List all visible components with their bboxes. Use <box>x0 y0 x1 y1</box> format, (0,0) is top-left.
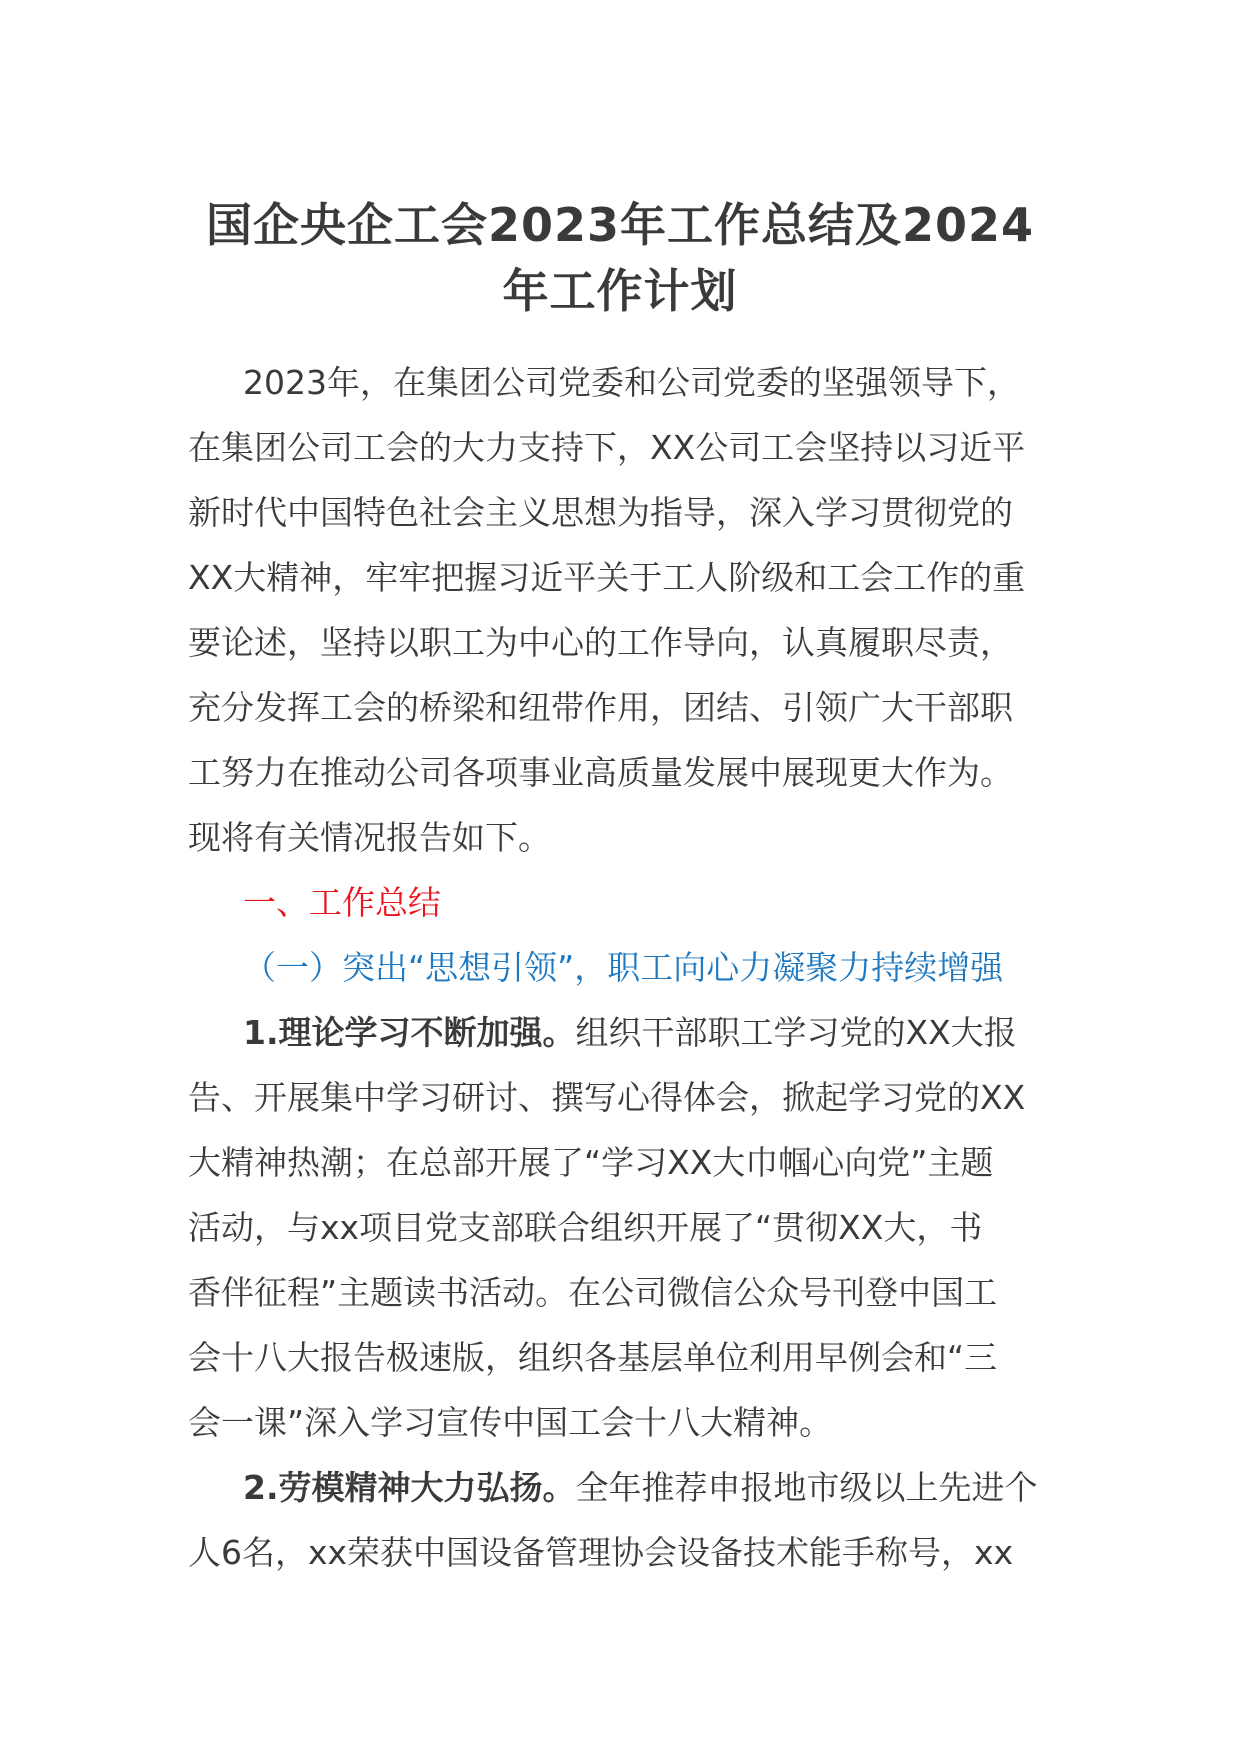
document-title <box>180 192 1060 324</box>
document-body <box>188 350 1058 1585</box>
intro-line: 工努力在推动公司各项事业高质量发展中展现更大作为。 <box>188 753 1013 792</box>
item-first-line <box>188 1455 1058 1520</box>
item-text: 全年推荐申报地市级以上先进个 <box>575 1468 1038 1507</box>
title-line: 年工作计划 <box>502 264 738 318</box>
section-heading: 一、工作总结 <box>243 883 441 922</box>
item-text: 组织干部职工学习党的XX大报 <box>575 1013 1017 1052</box>
subsection-heading: （一）突出“思想引领”，职工向心力凝聚力持续增强 <box>243 948 1004 987</box>
item-line: 香伴征程”主题读书活动。在公司微信公众号刊登中国工 <box>188 1273 998 1312</box>
intro-line: 充分发挥工会的桥梁和纽带作用，团结、引领广大干部职 <box>188 688 1013 727</box>
item-line: 大精神热潮；在总部开展了“学习XX大巾帼心向党”主题 <box>188 1143 994 1182</box>
item-line: 人6名，xx荣获中国设备管理协会设备技术能手称号，xx <box>188 1533 1014 1572</box>
intro-line: 在集团公司工会的大力支持下，XX公司工会坚持以习近平 <box>188 428 1026 467</box>
item-line: 会一课”深入学习宣传中国工会十八大精神。 <box>188 1403 833 1442</box>
item-first-line <box>188 1000 1058 1065</box>
item-line: 告、开展集中学习研讨、撰写心得体会，掀起学习党的XX <box>188 1078 1026 1117</box>
item-title: 2.劳模精神大力弘扬。 <box>243 1468 576 1507</box>
intro-line: XX大精神，牢牢把握习近平关于工人阶级和工会工作的重 <box>188 558 1026 597</box>
item-line: 会十八大报告极速版，组织各基层单位利用早例会和“三 <box>188 1338 998 1377</box>
title-line: 国企央企工会2023年工作总结及2024 <box>205 198 1035 252</box>
intro-line: 现将有关情况报告如下。 <box>188 818 551 857</box>
item-line: 活动，与xx项目党支部联合组织开展了“贯彻XX大，书 <box>188 1208 983 1247</box>
intro-line: 新时代中国特色社会主义思想为指导，深入学习贯彻党的 <box>188 493 1013 532</box>
intro-line: 2023年，在集团公司党委和公司党委的坚强领导下， <box>243 363 1020 402</box>
item-title: 1.理论学习不断加强。 <box>243 1013 576 1052</box>
intro-line: 要论述，坚持以职工为中心的工作导向，认真履职尽责， <box>188 623 1013 662</box>
